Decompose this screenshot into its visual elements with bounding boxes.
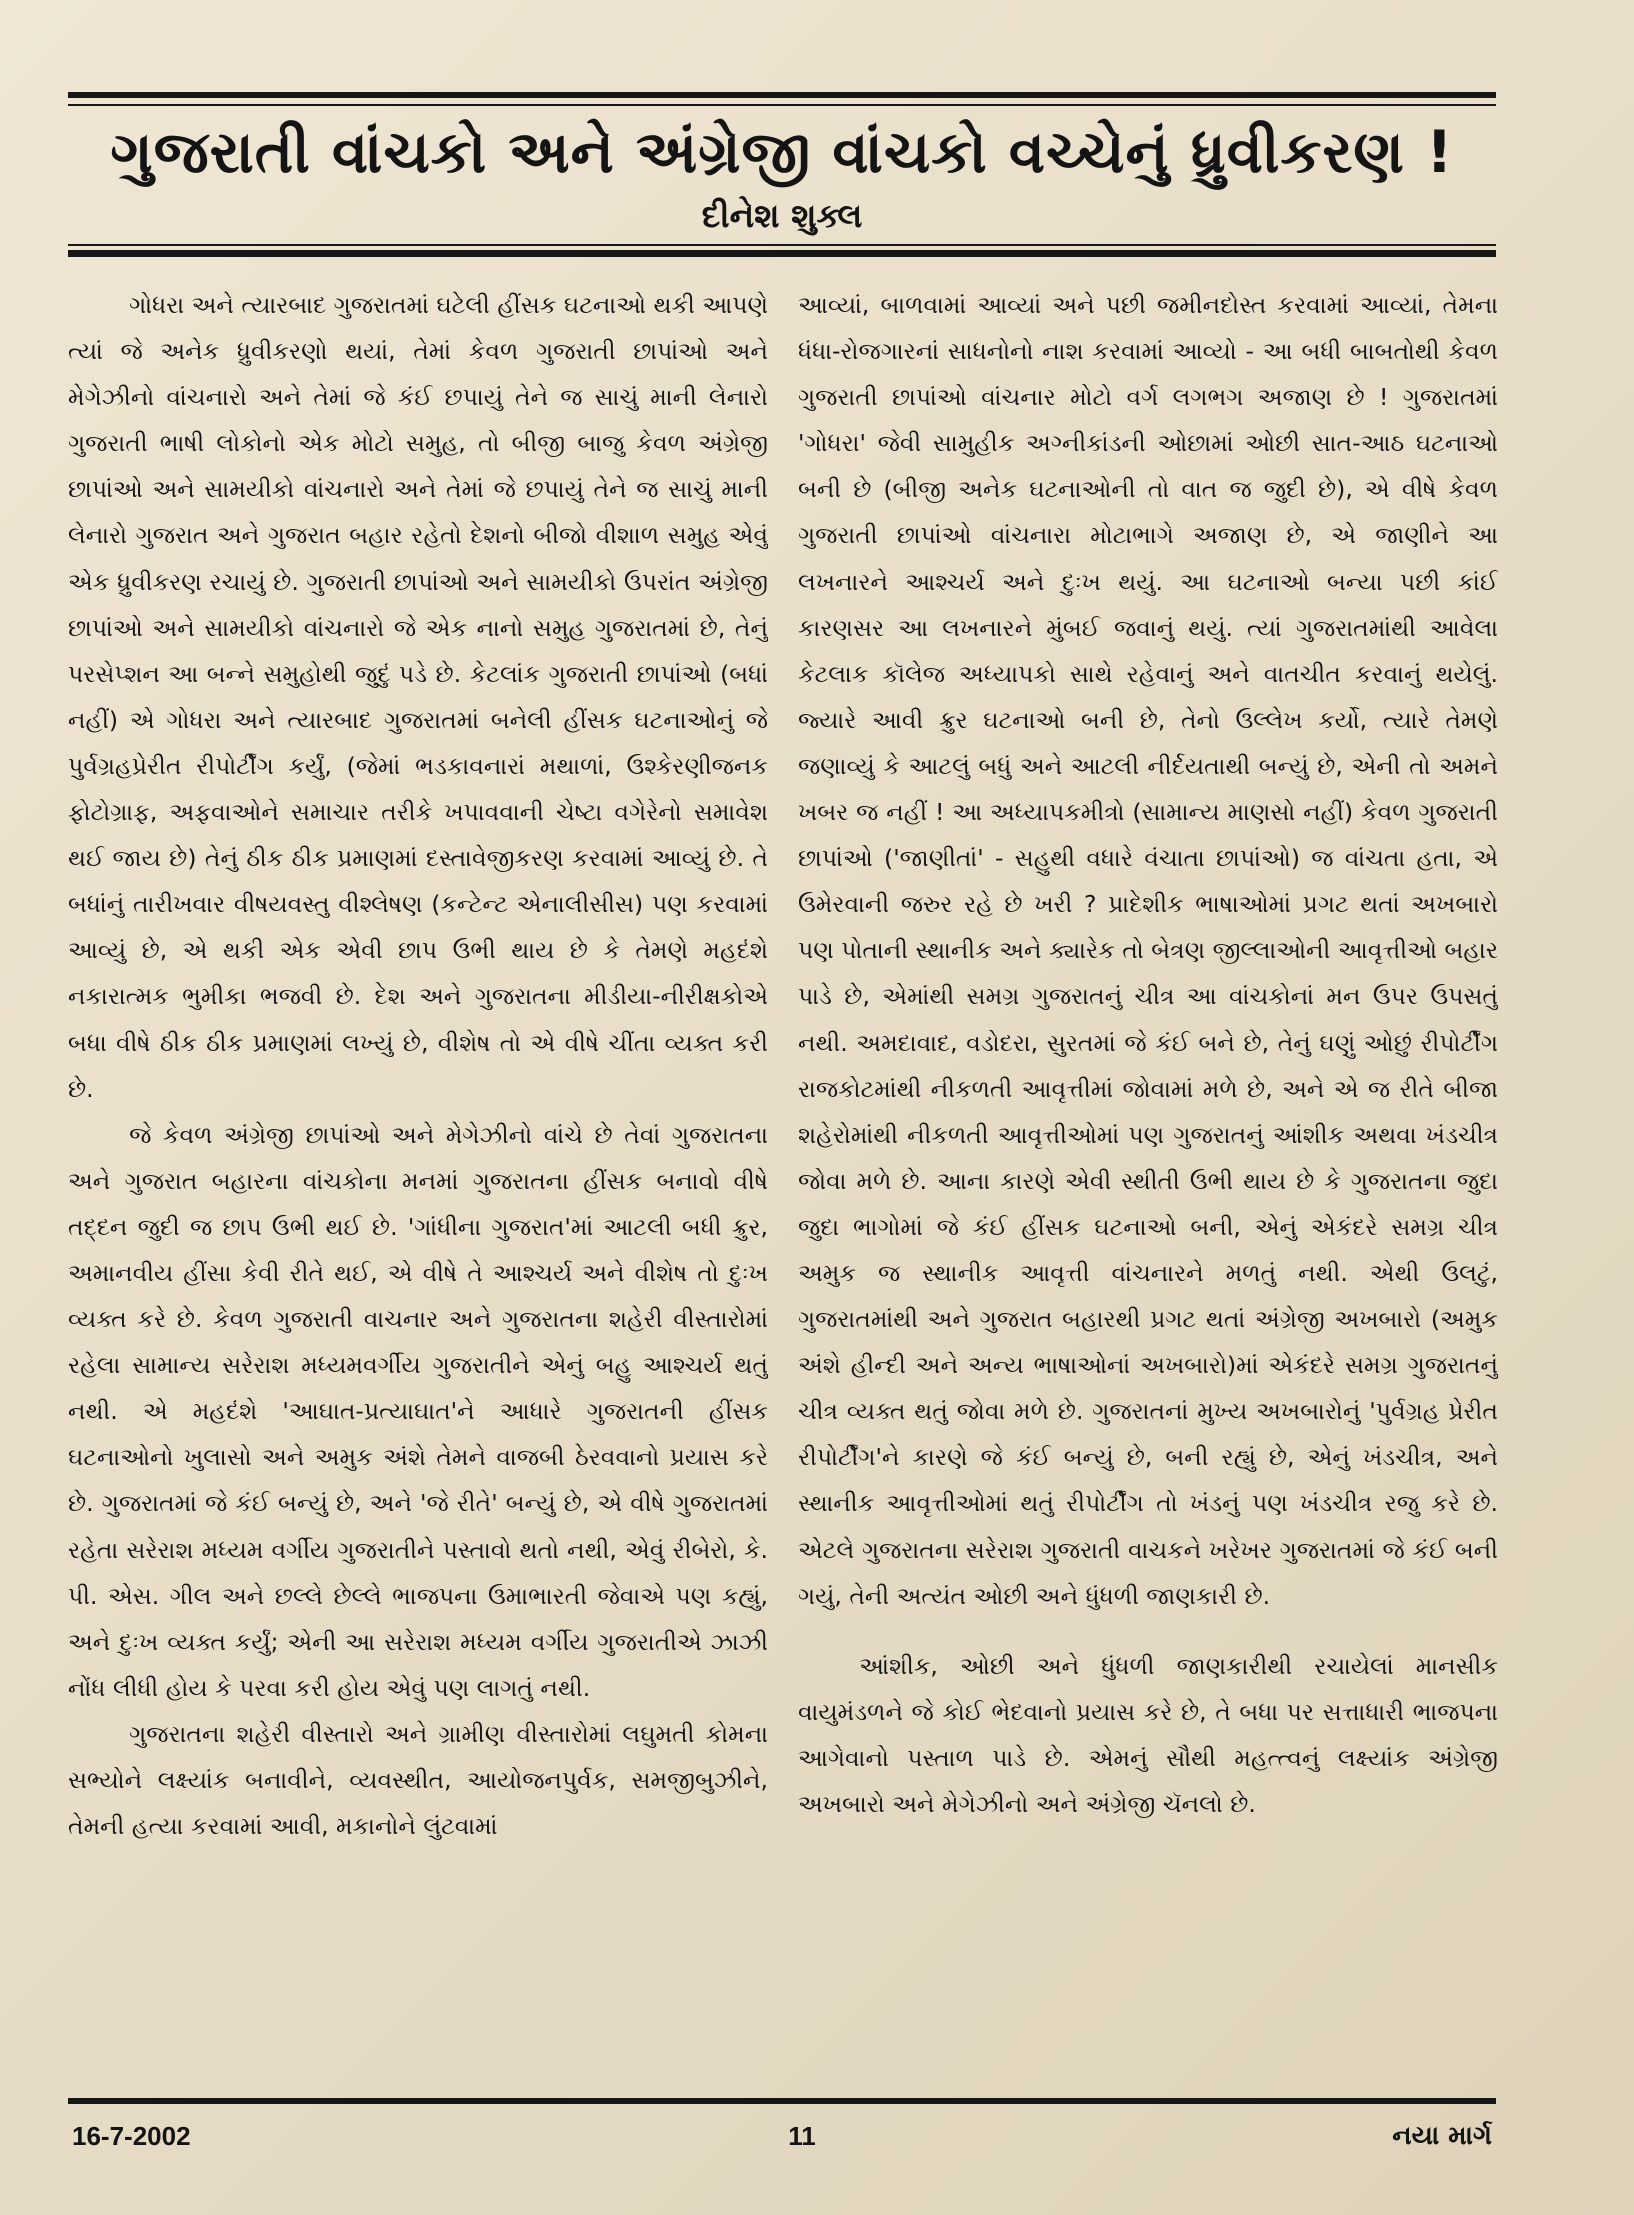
top-rule-thin [68,104,1496,106]
page-number: 11 [788,2121,816,2151]
body-paragraph: આંશીક, ઓછી અને ધુંધળી જાણકારીથી રચાયેલાં માનસીક વાયુમંડળને જે કોઈ ભેદવાનો પ્રયાસ કરે છે, તે બધા પર સત્તાધારી ભાજપના આગેવાનો પસ્તાળ પાડે છે. એમનું સૌથી મહત્ત્વનું લક્ષ્યાંક અંગ્રેજી અખબારો અને મેગેઝીનો અને અંગ્રેજી ચૅનલો છે. [798,1651,1498,1818]
header-rule-thin [68,244,1496,246]
left-column [68,282,768,2082]
body-paragraph: ગોધરા અને ત્યારબાદ ગુજરાતમાં ઘટેલી હીંસક ઘટનાઓ થકી આપણે ત્યાં જે અનેક ધ્રુવીકરણો થયાં, તેમાં કેવળ ગુજરાતી છાપાંઓ અને મેગેઝીનો વાંચનારો અને તેમાં જે કંઈ છપાયું તેને જ સાચું માની લેનારો ગુજરાતી ભાષી લોકોનો એક મોટો સમુહ, તો બીજી બાજુ કેવળ અંગ્રેજી છાપાંઓ અને સામયીકો વાંચનારો અને તેમાં જે છપાયું તેને જ સાચું માની લેનારો ગુજરાત અને ગુજરાત બહાર રહેતો દેશનો બીજો વીશાળ સમુહ એવું એક ધ્રુવીકરણ રચાયું છે. ગુજરાતી છાપાંઓ અને સામયીકો ઉપરાંત અંગ્રેજી છાપાંઓ અને સામયીકો વાંચનારો જે એક નાનો સમુહ ગુજરાતમાં છે, તેનું પરસેપ્શન આ બન્ને સમુહોથી જુદું પડે છે. કેટલાંક ગુજરાતી છાપાંઓ (બધાં નહીં) એ ગોધરા અને ત્યારબાદ ગુજરાતમાં બનેલી હીંસક ઘટનાઓનું જે પુર્વગ્રહપ્રેરીત રીપોર્ટીંગ કર્યું, (જેમાં ભડકાવનારાં મથાળાં, ઉશ્કેરણીજનક ફોટોગ્રાફ, અફવાઓને સમાચાર તરીકે ખપાવવાની ચેષ્ટા વગેરેનો સમાવેશ થઈ જાય છે) તેનું ઠીક ઠીક પ્રમાણમાં દસ્તાવેજીકરણ કરવામાં આવ્યું છે. તે બધાંનું તારીખવાર વીષયવસ્તુ વીશ્લેષણ (કન્ટેન્ટ એનાલીસીસ) પણ કરવામાં આવ્યું છે, એ થકી એક એવી છાપ ઉભી થાય છે કે તેમણે મહદંશે નકારાત્મક ભુમીકા ભજવી છે. દેશ અને ગુજરાતના મીડીયા-નીરીક્ષકોએ બધા વીષે ઠીક ઠીક પ્રમાણમાં લખ્યું છે, વીશેષ તો એ વીષે ચીંતા વ્યક્ત કરી છે. [68,291,768,1103]
magazine-name: નયા માર્ગ [1392,2121,1492,2151]
top-rule-thick [68,92,1496,98]
header-rule-thick [68,250,1496,257]
right-column [798,282,1498,2082]
body-paragraph: ગુજરાતના શહેરી વીસ્તારો અને ગ્રામીણ વીસ્તારોમાં લઘુમતી કોમના સભ્યોને લક્ષ્યાંક બનાવીને, વ્યવસ્થીત, આયોજનપુર્વક, સમજીબુઝીને, તેમની હત્યા કરવામાં આવી, મકાનોને લુંટવામાં [68,1719,768,1841]
article-title: ગુજરાતી વાંચકો અને અંગ્રેજી વાંચકો વચ્ચેનું ધ્રુવીકરણ ! [110,118,1454,186]
body-paragraph-continued: આવ્યાં, બાળવામાં આવ્યાં અને પછી જમીનદોસ્ત કરવામાં આવ્યાં, તેમના ધંધા-રોજગારનાં સાધનોનો નાશ કરવામાં આવ્યો - આ બધી બાબતોથી કેવળ ગુજરાતી છાપાંઓ વાંચનાર મોટો વર્ગ લગભગ અજાણ છે ! ગુજરાતમાં 'ગોધરા' જેવી સામુહીક અગ્નીકાંડની ઓછામાં ઓછી સાત-આઠ ઘટનાઓ બની છે (બીજી અનેક ઘટનાઓની તો વાત જ જુદી છે), એ વીષે કેવળ ગુજરાતી છાપાંઓ વાંચનારા મોટાભાગે અજાણ છે, એ જાણીને આ લખનારને આશ્ચર્ય અને દુઃખ થયું. આ ઘટનાઓ બન્યા પછી કાંઈ કારણસર આ લખનારને મુંબઈ જવાનું થયું. ત્યાં ગુજરાતમાંથી આવેલા કેટલાક કૉલેજ અધ્યાપકો સાથે રહેવાનું અને વાતચીત કરવાનું થયેલું. જ્યારે આવી ક્રુર ઘટનાઓ બની છે, તેનો ઉલ્લેખ કર્યો, ત્યારે તેમણે જણાવ્યું કે આટલું બધું અને આટલી નીર્દયતાથી બન્યું છે, એની તો અમને ખબર જ નહીં ! આ અધ્યાપકમીત્રો (સામાન્ય માણસો નહીં) કેવળ ગુજરાતી છાપાંઓ ('જાણીતાં' - સહુથી વધારે વંચાતા છાપાંઓ) જ વાંચતા હતા, એ ઉમેરવાની જરુર રહે છે ખરી ? પ્રાદેશીક ભાષાઓમાં પ્રગટ થતાં અખબારો પણ પોતાની સ્થાનીક અને ક્યારેક તો બેત્રણ જીલ્લાઓની આવૃત્તીઓ બહાર પાડે છે, એમાંથી સમગ્ર ગુજરાતનું ચીત્ર આ વાંચકોનાં મન ઉપર ઉપસતું નથી. અમદાવાદ, વડોદરા, સુરતમાં જે કંઈ બને છે, તેનું ઘણું ઓછું રીપોર્ટીંગ રાજકોટમાંથી નીકળતી આવૃત્તીમાં જોવામાં મળે છે, અને એ જ રીતે બીજા શહેરોમાંથી નીકળતી આવૃત્તીઓમાં પણ ગુજરાતનું આંશીક અથવા ખંડચીત્ર જોવા મળે છે. આના કારણે એવી સ્થીતી ઉભી થાય છે કે ગુજરાતના જુદા જુદા ભાગોમાં જે કંઈ હીંસક ઘટનાઓ બની, એનું એકંદરે સમગ્ર ચીત્ર અમુક જ સ્થાનીક આવૃત્તી વાંચનારને મળતું નથી. એથી ઉલટું, ગુજરાતમાંથી અને ગુજરાત બહારથી પ્રગટ થતાં અંગ્રેજી અખબારો (અમુક અંશે હીન્દી અને અન્ય ભાષાઓનાં અખબારો)માં એકંદરે સમગ્ર ગુજરાતનું ચીત્ર વ્યક્ત થતું જોવા મળે છે. ગુજરાતનાં મુખ્ય અખબારોનું 'પુર્વગ્રહ પ્રેરીત રીપોર્ટીંગ'ને કારણે જે કંઈ બન્યું છે, બની રહ્યું છે, એનું ખંડચીત્ર, અને સ્થાનીક આવૃત્તીઓમાં થતું રીપોર્ટીંગ તો ખંડનું પણ ખંડચીત્ર રજુ કરે છે. એટલે ગુજરાતના સરેરાશ ગુજરાતી વાચકને ખરેખર ગુજરાતમાં જે કંઈ બની ગયું, તેની અત્યંત ઓછી અને ધુંધળી જાણકારી છે. [798,291,1498,1610]
issue-date: 16-7-2002 [72,2121,191,2151]
body-paragraph: જે કેવળ અંગ્રેજી છાપાંઓ અને મેગેઝીનો વાંચે છે તેવાં ગુજરાતના અને ગુજરાત બહારના વાંચકોના મનમાં ગુજરાતના હીંસક બનાવો વીષે તદ્દન જુદી જ છાપ ઉભી થઈ છે. 'ગાંધીના ગુજરાત'માં આટલી બધી ક્રુર, અમાનવીય હીંસા કેવી રીતે થઈ, એ વીષે તે આશ્ચર્ય અને વીશેષ તો દુઃખ વ્યક્ત કરે છે. કેવળ ગુજરાતી વાચનાર અને ગુજરાતના શહેરી વીસ્તારોમાં રહેલા સામાન્ય સરેરાશ મધ્યમવર્ગીય ગુજરાતીને એનું બહુ આશ્ચર્ય થતું નથી. એ મહદંશે 'આઘાત-પ્રત્યાઘાત'ને આધારે ગુજરાતની હીંસક ઘટનાઓનો ખુલાસો અને અમુક અંશે તેમને વાજબી ઠેરવવાનો પ્રયાસ કરે છે. ગુજરાતમાં જે કંઈ બન્યું છે, અને 'જે રીતે' બન્યું છે, એ વીષે ગુજરાતમાં રહેતા સરેરાશ મધ્યમ વર્ગીય ગુજરાતીને પસ્તાવો થતો નથી, એવું રીબેરો, કે. પી. એસ. ગીલ અને છલ્લે છેલ્લે ભાજપના ઉમાભારતી જેવાએ પણ કહ્યું, અને દુઃખ વ્યક્ત કર્યું; એની આ સરેરાશ મધ્યમ વર્ગીય ગુજરાતીએ ઝાઝી નોંધ લીધી હોય કે પરવા કરી હોય એવું પણ લાગતું નથી. [68,1120,768,1702]
footer-rule [68,2098,1496,2104]
article-author: દીનેશ શુક્લ [701,196,863,235]
